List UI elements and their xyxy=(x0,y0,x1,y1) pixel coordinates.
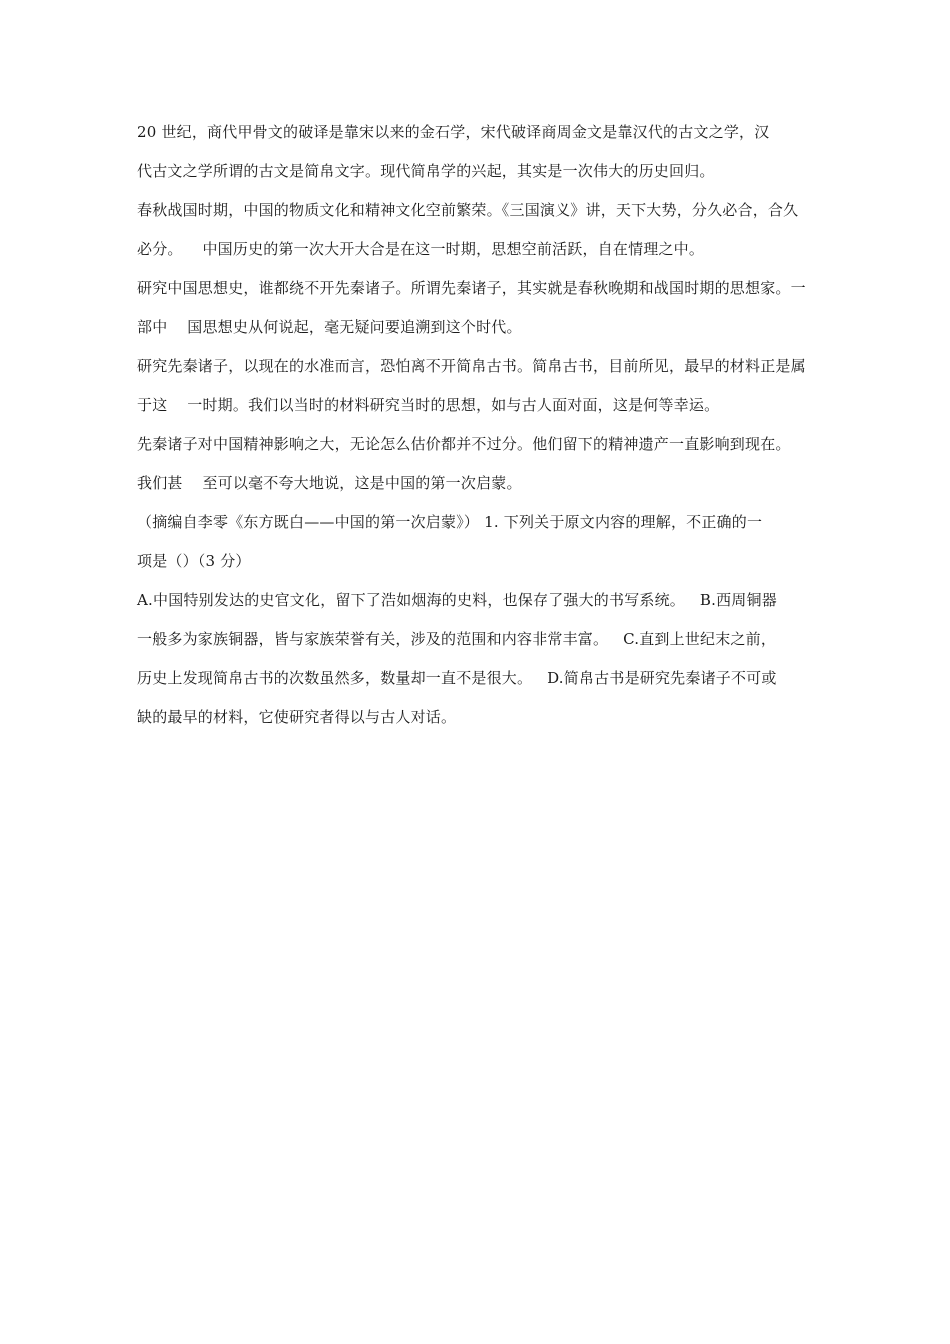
options-line-2: 一般多为家族铜器，皆与家族荣誉有关，涉及的范围和内容非常丰富。 C.直到上世纪末之前， xyxy=(137,630,777,648)
paragraph-3-line-2: 部中 国思想史从何说起，毫无疑问要追溯到这个时代。 xyxy=(137,318,522,336)
options-line-1: A.中国特别发达的史官文化，留下了浩如烟海的史料，也保存了强大的书写系统。 B.西周铜器 xyxy=(137,591,777,609)
source-and-question-line-1: （摘编自李零《东方既白——中国的第一次启蒙》） 1. 下列关于原文内容的理解，不正确的一 xyxy=(137,513,763,531)
paragraph-1-line-1: 20 世纪，商代甲骨文的破译是靠宋以来的金石学，宋代破译商周金文是靠汉代的古文之学，汉 xyxy=(137,123,770,141)
paragraph-1-line-2: 代古文之学所谓的古文是简帛文字。现代简帛学的兴起，其实是一次伟大的历史回归。 xyxy=(137,162,715,180)
paragraph-4-line-2: 于这 一时期。我们以当时的材料研究当时的思想，如与古人面对面，这是何等幸运。 xyxy=(137,396,720,414)
paragraph-5-line-1: 先秦诸子对中国精神影响之大，无论怎么估价都并不过分。他们留下的精神遗产一直影响到现在。 xyxy=(137,435,791,453)
options-line-4: 缺的最早的材料，它使研究者得以与古人对话。 xyxy=(137,708,457,726)
paragraph-3-line-1: 研究中国思想史，谁都绕不开先秦诸子。所谓先秦诸子，其实就是春秋晚期和战国时期的思想家。一 xyxy=(137,279,806,297)
options-line-3: 历史上发现简帛古书的次数虽然多，数量却一直不是很大。 D.简帛古书是研究先秦诸子不可或 xyxy=(137,669,777,687)
paragraph-4-line-1: 研究先秦诸子，以现在的水准而言，恐怕离不开简帛古书。简帛古书，目前所见，最早的材料正是属 xyxy=(137,357,806,375)
question-stem-line-2: 项是（）（3 分） xyxy=(137,552,251,570)
paragraph-5-line-2: 我们甚 至可以毫不夸大地说，这是中国的第一次启蒙。 xyxy=(137,474,522,492)
paragraph-2-line-2: 必分。 中国历史的第一次大开大合是在这一时期，思想空前活跃，自在情理之中。 xyxy=(137,240,705,258)
document-page xyxy=(137,122,817,727)
paragraph-2-line-1: 春秋战国时期，中国的物质文化和精神文化空前繁荣。《三国演义》讲，天下大势，分久必合，合久 xyxy=(137,201,799,219)
